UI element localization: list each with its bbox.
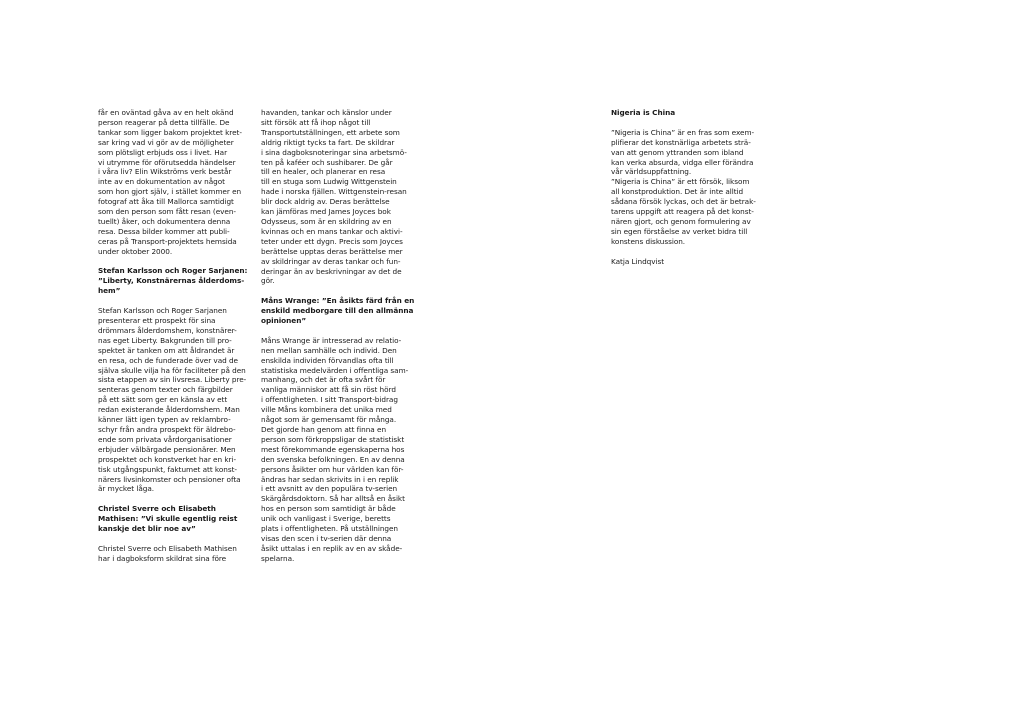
section-heading bbox=[261, 296, 417, 326]
text-column-right bbox=[611, 108, 767, 266]
text-line: konstens diskussion. bbox=[611, 236, 686, 246]
text-line: sitt försök att få ihop något till bbox=[261, 117, 371, 127]
text-line: sista etappen av sin livsresa. Liberty pre- bbox=[98, 375, 247, 385]
text-line: kan jämföras med James Joyces bok bbox=[261, 207, 391, 217]
text-line: på ett sätt som ger en känsla av ett bbox=[98, 395, 228, 405]
text-line: ”Liberty, Konstnärernas ålderdoms- bbox=[98, 276, 245, 286]
text-line: ceras på Transport-projektets hemsida bbox=[98, 236, 237, 246]
body-paragraph bbox=[261, 108, 417, 286]
text-line: manhang, och det är ofta svårt för bbox=[261, 375, 386, 385]
text-line: mest förekommande egenskaperna hos bbox=[261, 444, 405, 454]
text-line: som den person som fått resan (even- bbox=[98, 207, 237, 217]
text-line: nären gjort, och genom formulering av bbox=[611, 216, 751, 226]
section-heading bbox=[611, 108, 767, 118]
text-line: kanskje det blir noe av” bbox=[98, 524, 196, 534]
text-line: Måns Wrange: ”En åsikts färd från en bbox=[261, 296, 415, 306]
text-line: hade i norska fjällen. Wittgenstein-resan bbox=[261, 187, 407, 197]
text-line: hem” bbox=[98, 286, 121, 296]
text-line: enskilda individen förvandlas ofta till bbox=[261, 355, 394, 365]
text-line: nen mellan samhälle och individ. Den bbox=[261, 345, 397, 355]
text-line: själva skulle vilja ha för faciliteter på den bbox=[98, 365, 246, 375]
text-line: kvinnas och en mans tankar och aktivi- bbox=[261, 226, 403, 236]
section-heading bbox=[98, 266, 254, 296]
text-line: teter under ett dygn. Precis som Joyces bbox=[261, 236, 403, 246]
text-line: ville Måns kombinera det unika med bbox=[261, 405, 392, 415]
text-line: all konstproduktion. Det är inte alltid bbox=[611, 187, 744, 197]
body-paragraph bbox=[98, 544, 254, 564]
text-line: som plötsligt erbjuds oss i livet. Har bbox=[98, 147, 228, 157]
text-line: presenterar ett prospekt för sina bbox=[98, 316, 216, 325]
text-column-middle bbox=[261, 108, 417, 564]
text-line: Nigeria is China bbox=[611, 108, 676, 117]
text-line: gör. bbox=[261, 276, 275, 286]
paragraph-spacer bbox=[98, 257, 254, 267]
body-paragraph bbox=[261, 336, 417, 564]
text-line: tankar som ligger bakom projektet kret- bbox=[98, 127, 242, 137]
text-line: tarens uppgift att reagera på det konst- bbox=[611, 207, 754, 217]
text-column-left bbox=[98, 108, 254, 564]
text-line: Stefan Karlsson och Roger Sarjanen bbox=[98, 306, 227, 316]
text-line: resa. Dessa bilder kommer att publi- bbox=[98, 226, 230, 236]
text-line: under oktober 2000. bbox=[98, 246, 173, 256]
text-line: Christel Sverre och Elisabeth Mathisen bbox=[98, 543, 237, 553]
text-line: plats i offentligheten. På utställningen bbox=[261, 524, 399, 534]
text-line: till en healer, och planerar en resa bbox=[261, 167, 386, 177]
text-line: ändras har sedan skrivits in i en replik bbox=[261, 474, 399, 484]
text-line: som hon gjort själv, i stället kommer en bbox=[98, 187, 242, 197]
paragraph-spacer bbox=[261, 326, 417, 336]
text-line: ”Nigeria is China” är en fras som exem- bbox=[611, 127, 755, 137]
text-line: spelarna. bbox=[261, 553, 295, 563]
text-line: Mathisen: ”Vi skulle egentlig reist bbox=[98, 514, 238, 524]
paragraph-spacer bbox=[98, 534, 254, 544]
text-line: aldrig riktigt tycks ta fart. De skildrar bbox=[261, 137, 395, 147]
text-line: unik och vanligast i Sverige, beretts bbox=[261, 514, 391, 524]
text-line: erbjuder välbärgade pensionärer. Men bbox=[98, 444, 236, 454]
text-line: senteras genom texter och färgbilder bbox=[98, 385, 233, 395]
text-line: Det gjorde han genom att finna en bbox=[261, 424, 387, 434]
paragraph-spacer bbox=[261, 286, 417, 296]
text-line: har i dagboksform skildrat sina före bbox=[98, 553, 227, 563]
text-line: spektet är tanken om att åldrandet är bbox=[98, 345, 235, 355]
text-line: närers livsinkomster och pensioner ofta bbox=[98, 474, 241, 484]
text-line: plifierar det konstnärliga arbetets strä- bbox=[611, 137, 751, 147]
body-paragraph bbox=[611, 257, 767, 267]
text-line: får en oväntad gåva av en helt okänd bbox=[98, 108, 234, 117]
text-line: något som är gemensamt för många. bbox=[261, 415, 397, 425]
text-line: sådana försök lyckas, och det är betrak- bbox=[611, 197, 756, 207]
text-line: tuellt) åker, och dokumentera denna bbox=[98, 216, 231, 226]
text-line: enskild medborgare till den allmänna bbox=[261, 306, 414, 316]
text-line: i offentligheten. I sitt Transport-bidrag bbox=[261, 395, 398, 405]
text-line: deringar än av beskrivningar av det de bbox=[261, 266, 402, 276]
text-line: sin egen förståelse av verket bidra till bbox=[611, 226, 748, 236]
text-line: statistiska medelvärden i offentliga sam- bbox=[261, 365, 409, 375]
text-line: Transportutställningen, ett arbete som bbox=[261, 127, 400, 137]
text-line: sar kring vad vi gör av de möjligheter bbox=[98, 137, 234, 147]
text-line: person som förkroppsligar de statistiskt bbox=[261, 434, 405, 444]
text-line: persons åsikter om hur världen kan för- bbox=[261, 464, 404, 474]
text-line: hos en person som samtidigt är både bbox=[261, 504, 396, 514]
text-line: ”Nigeria is China” är ett försök, liksom bbox=[611, 177, 750, 187]
text-line: redan existerande ålderdomshem. Man bbox=[98, 405, 240, 415]
text-line: person reagerar på detta tillfälle. De bbox=[98, 117, 230, 127]
text-line: känner lätt igen typen av reklambro- bbox=[98, 415, 231, 425]
text-line: tisk utgångspunkt, faktumet att konst- bbox=[98, 464, 237, 474]
section-heading bbox=[98, 504, 254, 534]
text-line: berättelse upptas deras berättelse mer bbox=[261, 246, 403, 256]
text-line: opinionen” bbox=[261, 316, 307, 326]
text-line: av skildringar av deras tankar och fun- bbox=[261, 256, 401, 266]
text-line: prospektet och konstverket har en kri- bbox=[98, 454, 237, 464]
text-line: visas den scen i tv-serien där denna bbox=[261, 533, 392, 543]
text-line: Stefan Karlsson och Roger Sarjanen: bbox=[98, 266, 248, 276]
text-line: van att genom yttranden som ibland bbox=[611, 147, 744, 157]
text-line: i ett avsnitt av den populära tv-serien bbox=[261, 484, 398, 494]
text-line: i våra liv? Elin Wikströms verk består bbox=[98, 167, 232, 177]
text-line: vi utrymme för oförutsedda händelser bbox=[98, 157, 236, 167]
text-line: är mycket låga. bbox=[98, 484, 155, 494]
text-line: en resa, och de funderade över vad de bbox=[98, 355, 238, 365]
text-line: vår världsuppfattning. bbox=[611, 167, 692, 177]
text-line: åsikt uttalas i en replik av en av skåde- bbox=[261, 543, 403, 553]
paragraph-spacer bbox=[98, 494, 254, 504]
body-paragraph bbox=[611, 128, 767, 247]
text-line: Måns Wrange är intresserad av relatio- bbox=[261, 335, 402, 345]
paragraph-spacer bbox=[98, 296, 254, 306]
paragraph-spacer bbox=[611, 247, 767, 257]
text-line: drömmars ålderdomshem, konstnärer- bbox=[98, 325, 237, 335]
body-paragraph bbox=[98, 108, 254, 257]
text-line: inte av en dokumentation av något bbox=[98, 177, 225, 187]
text-line: vanliga människor att få sin röst hörd bbox=[261, 385, 396, 395]
text-line: fotograf att åka till Mallorca samtidigt bbox=[98, 197, 234, 207]
text-line: Skärgårdsdoktorn. Så har alltså en åsikt bbox=[261, 494, 405, 504]
body-paragraph bbox=[98, 306, 254, 494]
text-line: till en stuga som Ludwig Wittgenstein bbox=[261, 177, 397, 187]
text-line: havanden, tankar och känslor under bbox=[261, 108, 392, 117]
text-line: ende som privata vårdorganisationer bbox=[98, 434, 232, 444]
text-line: Katja Lindqvist bbox=[611, 256, 665, 266]
text-line: schyr från andra prospekt för äldrebo- bbox=[98, 424, 236, 434]
text-line: i sina dagboksnoteringar sina arbetsmö- bbox=[261, 147, 407, 157]
text-line: Christel Sverre och Elisabeth bbox=[98, 504, 216, 514]
text-line: kan verka absurda, vidga eller förändra bbox=[611, 157, 754, 167]
text-line: blir dock aldrig av. Deras berättelse bbox=[261, 197, 390, 207]
text-line: ten på kaféer och sushibarer. De går bbox=[261, 157, 393, 167]
paragraph-spacer bbox=[611, 118, 767, 128]
text-line: nas eget Liberty. Bakgrunden till pro- bbox=[98, 335, 232, 345]
text-line: Odysseus, som är en skildring av en bbox=[261, 216, 392, 226]
text-line: den svenska befolkningen. En av denna bbox=[261, 454, 405, 464]
